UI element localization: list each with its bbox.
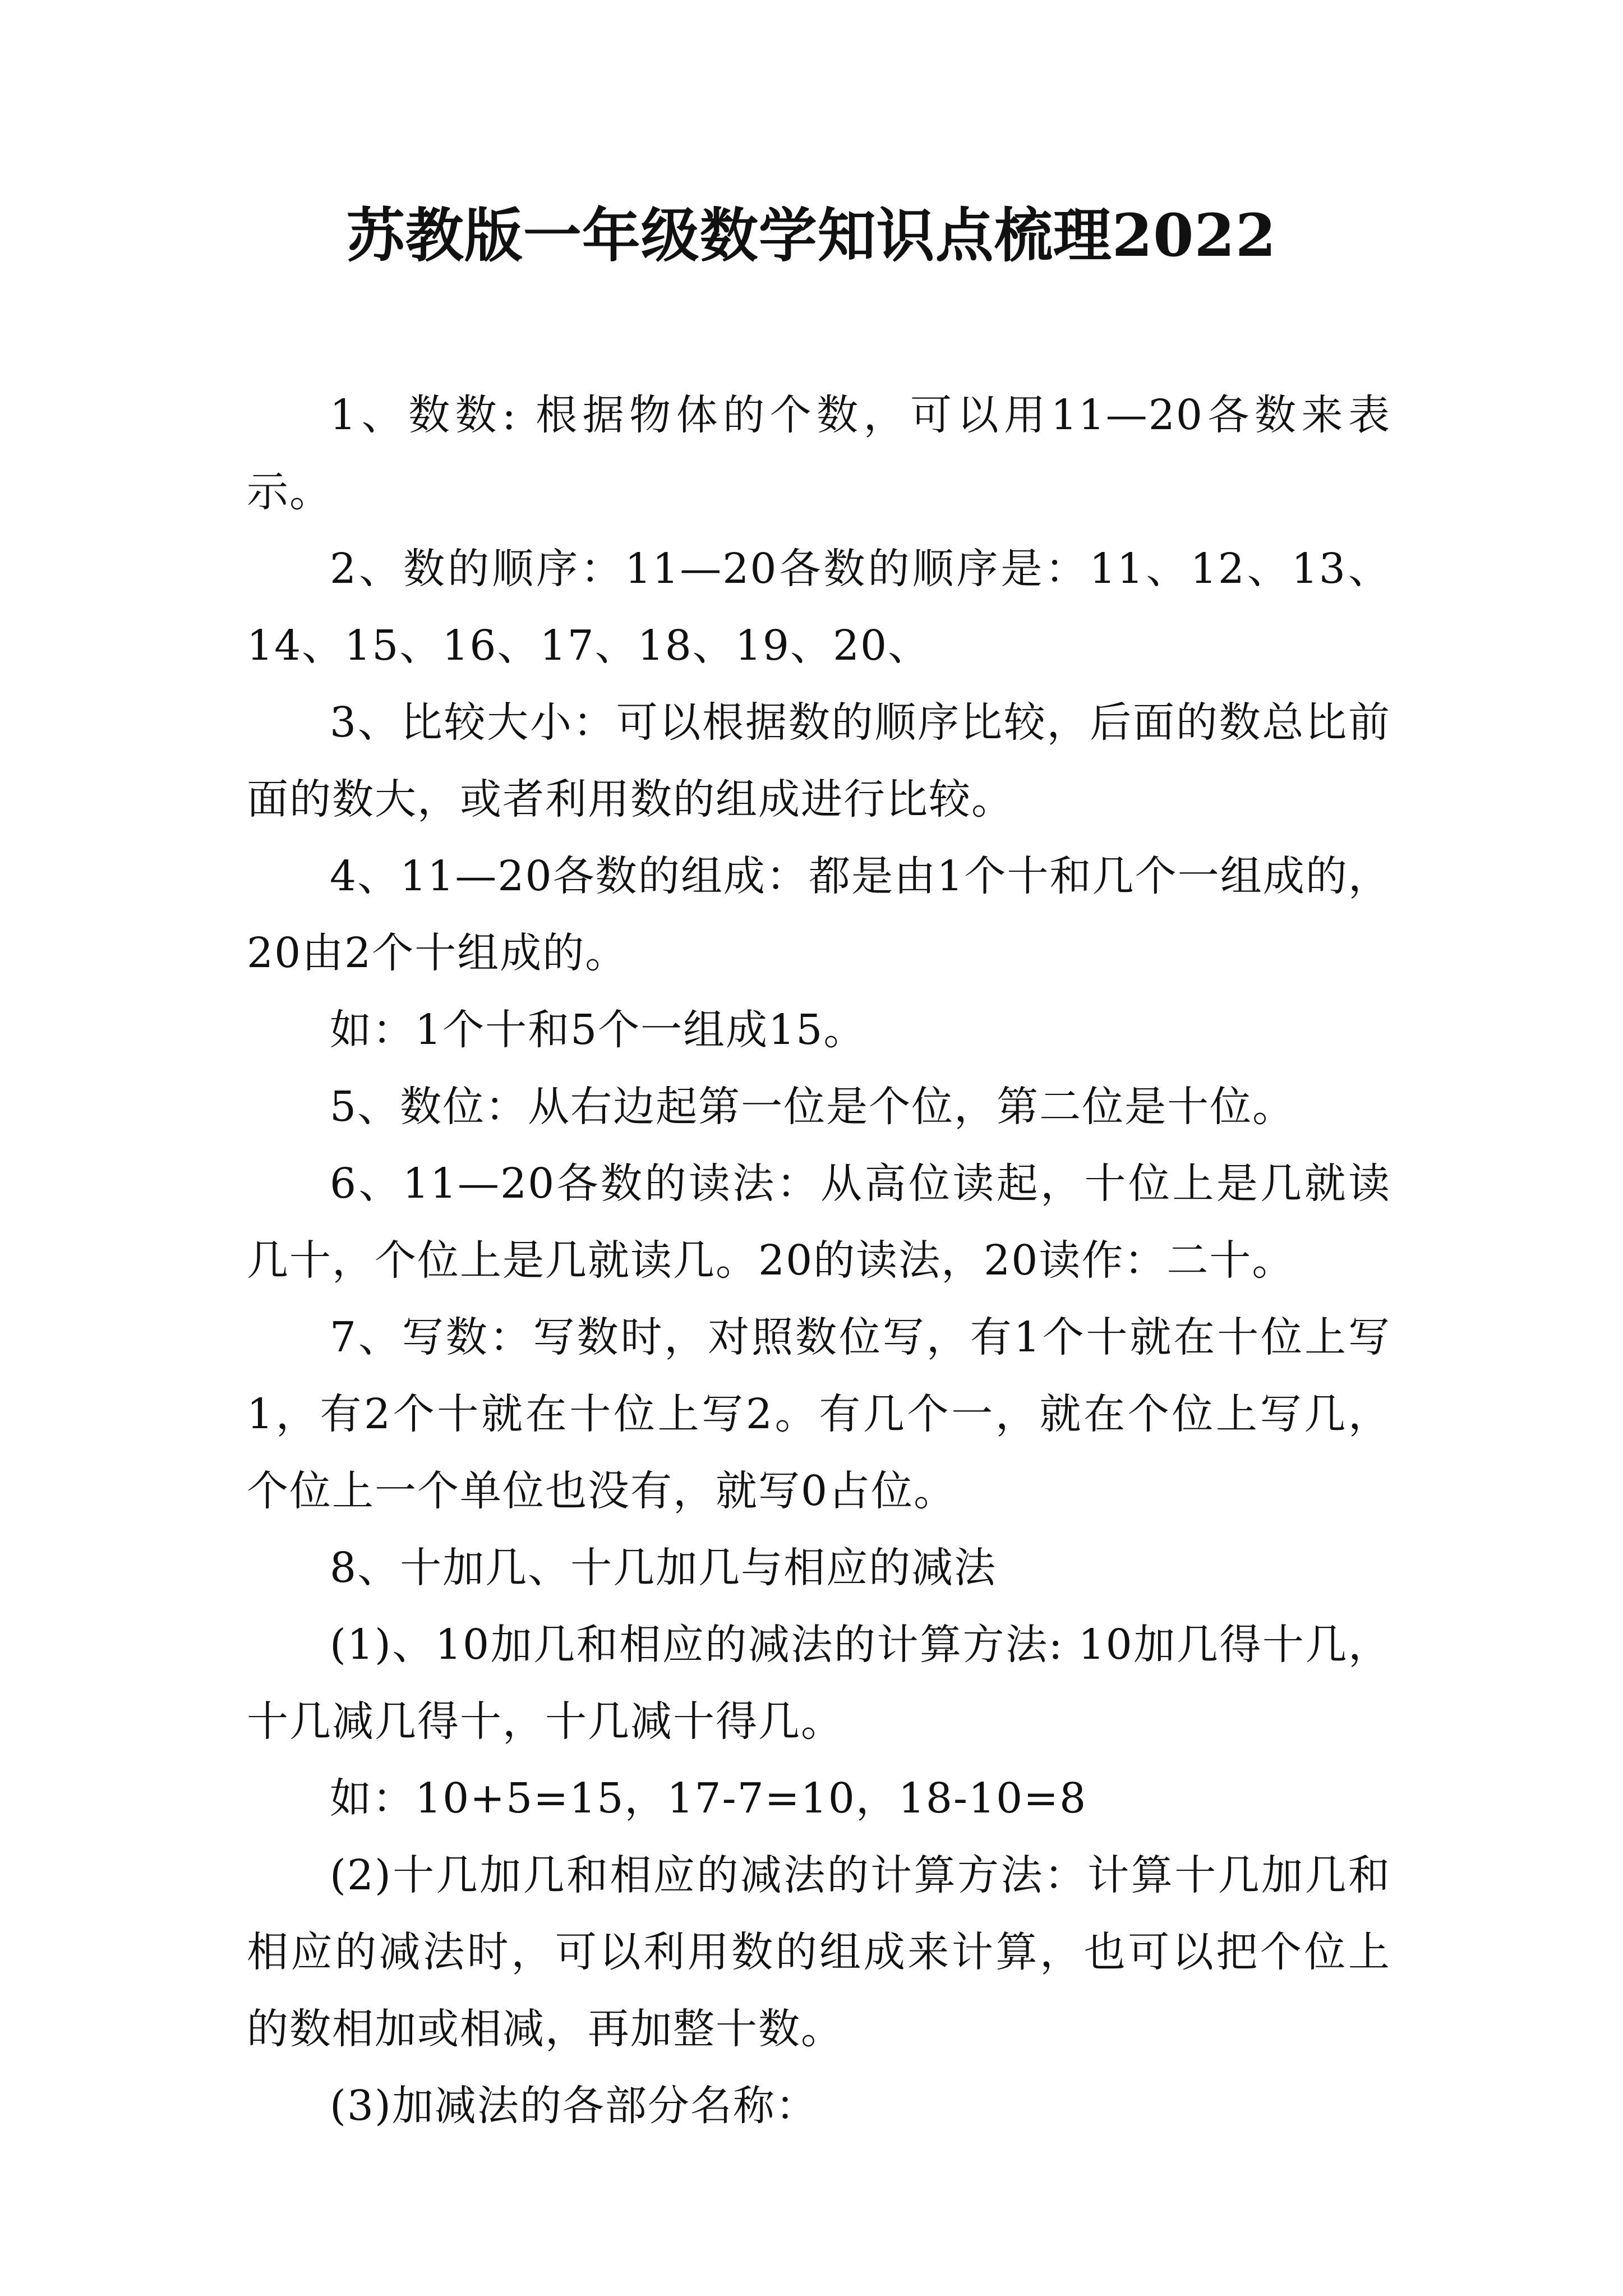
paragraph-operation-part-names: (3)加减法的各部分名称： xyxy=(330,2082,818,2130)
document-body xyxy=(247,377,1391,2145)
paragraph-teens-plus-method: (2)十几加几和相应的减法的计算方法：计算十几加几和相应的减法时，可以利用数的组成来计算，也可以把个位上的数相加或相减，再加整十数。 xyxy=(247,1851,1391,2053)
paragraph-ten-plus-method: (1)、10加几和相应的减法的计算方法: 10加几得十几，十几减几得十，十几减十得几。 xyxy=(247,1621,1391,1746)
paragraph-counting: 1、数数: 根据物体的个数，可以用11—20各数来表示。 xyxy=(247,391,1391,516)
paragraph-writing-numbers: 7、写数：写数时，对照数位写，有1个十就在十位上写1，有2个十就在十位上写2。有几个一，就在个位上写几，个位上一个单位也没有，就写0占位。 xyxy=(247,1313,1391,1515)
paragraph-number-order: 2、数的顺序：11—20各数的顺序是：11、12、13、14、15、16、17、18、19、20、 xyxy=(247,545,1391,670)
paragraph-addition-subtraction-heading: 8、十加几、十几加几与相应的减法 xyxy=(330,1544,997,1592)
paragraph-compare-size: 3、比较大小：可以根据数的顺序比较，后面的数总比前面的数大，或者利用数的组成进行比较。 xyxy=(247,698,1391,823)
paragraph-number-composition: 4、11—20各数的组成：都是由1个十和几个一组成的，20由2个十组成的。 xyxy=(247,852,1391,977)
paragraph-reading-numbers: 6、11—20各数的读法：从高位读起，十位上是几就读几十，个位上是几就读几。20的读法，20读作：二十。 xyxy=(247,1159,1391,1285)
paragraph-composition-example: 如：1个十和5个一组成15。 xyxy=(330,1006,866,1054)
paragraph-calculation-example: 如：10+5=15，17-7=10，18-10=8 xyxy=(330,1774,1087,1823)
paragraph-place-value: 5、数位：从右边起第一位是个位，第二位是十位。 xyxy=(330,1083,1295,1131)
page-title: 苏教版一年级数学知识点梳理2022 xyxy=(346,201,1277,270)
